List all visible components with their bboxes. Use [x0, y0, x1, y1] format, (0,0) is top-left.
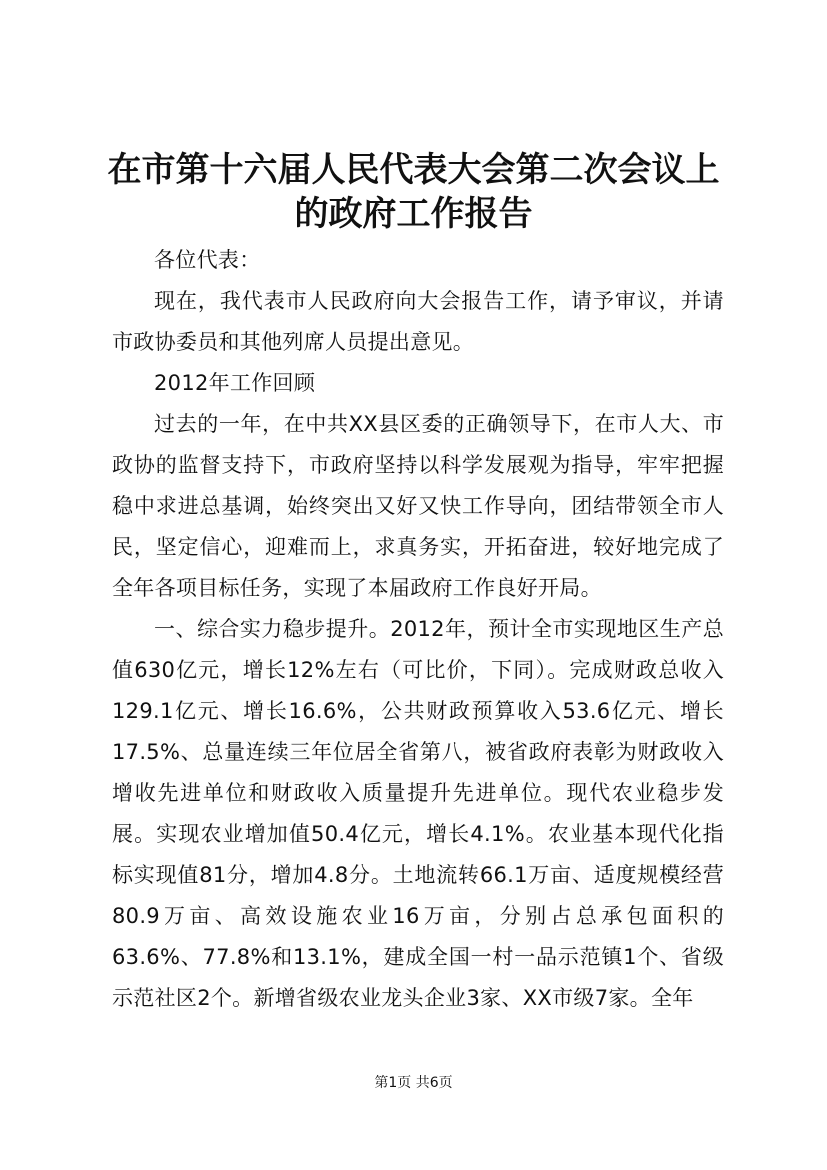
- document-title: 在市第十六届人民代表大会第二次会议上的政府工作报告: [107, 150, 720, 234]
- document-body: [112, 240, 724, 1019]
- section-heading-review: 2012年工作回顾: [154, 371, 316, 395]
- page-number-label: 第1页 共6页: [374, 1075, 453, 1091]
- paragraph-intro: 现在，我代表市人民政府向大会报告工作，请予审议，并请市政协委员和其他列席人员提出意见。: [112, 289, 724, 354]
- paragraph-economic-strength: 一、综合实力稳步提升。2012年，预计全市实现地区生产总值630亿元，增长12%左右（可比价，下同）。完成财政总收入129.1亿元、增长16.6%，公共财政预算收入53.6亿元、增长17.5%、总量连续三年位居全省第八，被省政府表彰为财政收入增收先进单位和财政收入质量提升先进单位。现代农业稳步发展。实现农业增加值50.4亿元，增长4.1%。农业基本现代化指标实现值81分，增加4.8分。土地流转66.1万亩、适度规模经营80.9万亩、高效设施农业16万亩，分别占总承包面积的63.6%、77.8%和13.1%，建成全国一村一品示范镇1个、省级示范社区2个。新增省级农业龙头企业3家、XX市级7家。全年: [112, 617, 724, 1010]
- paragraph-salutation: 各位代表：: [154, 248, 261, 272]
- paragraph-past-year: 过去的一年，在中共XX县区委的正确领导下，在市人大、市政协的监督支持下，市政府坚持以科学发展观为指导，牢牢把握稳中求进总基调，始终突出又好又快工作导向，团结带领全市人民，坚定信心，迎难而上，求真务实，开拓奋进，较好地完成了全年各项目标任务，实现了本届政府工作良好开局。: [112, 412, 724, 600]
- page-footer: [0, 1073, 827, 1093]
